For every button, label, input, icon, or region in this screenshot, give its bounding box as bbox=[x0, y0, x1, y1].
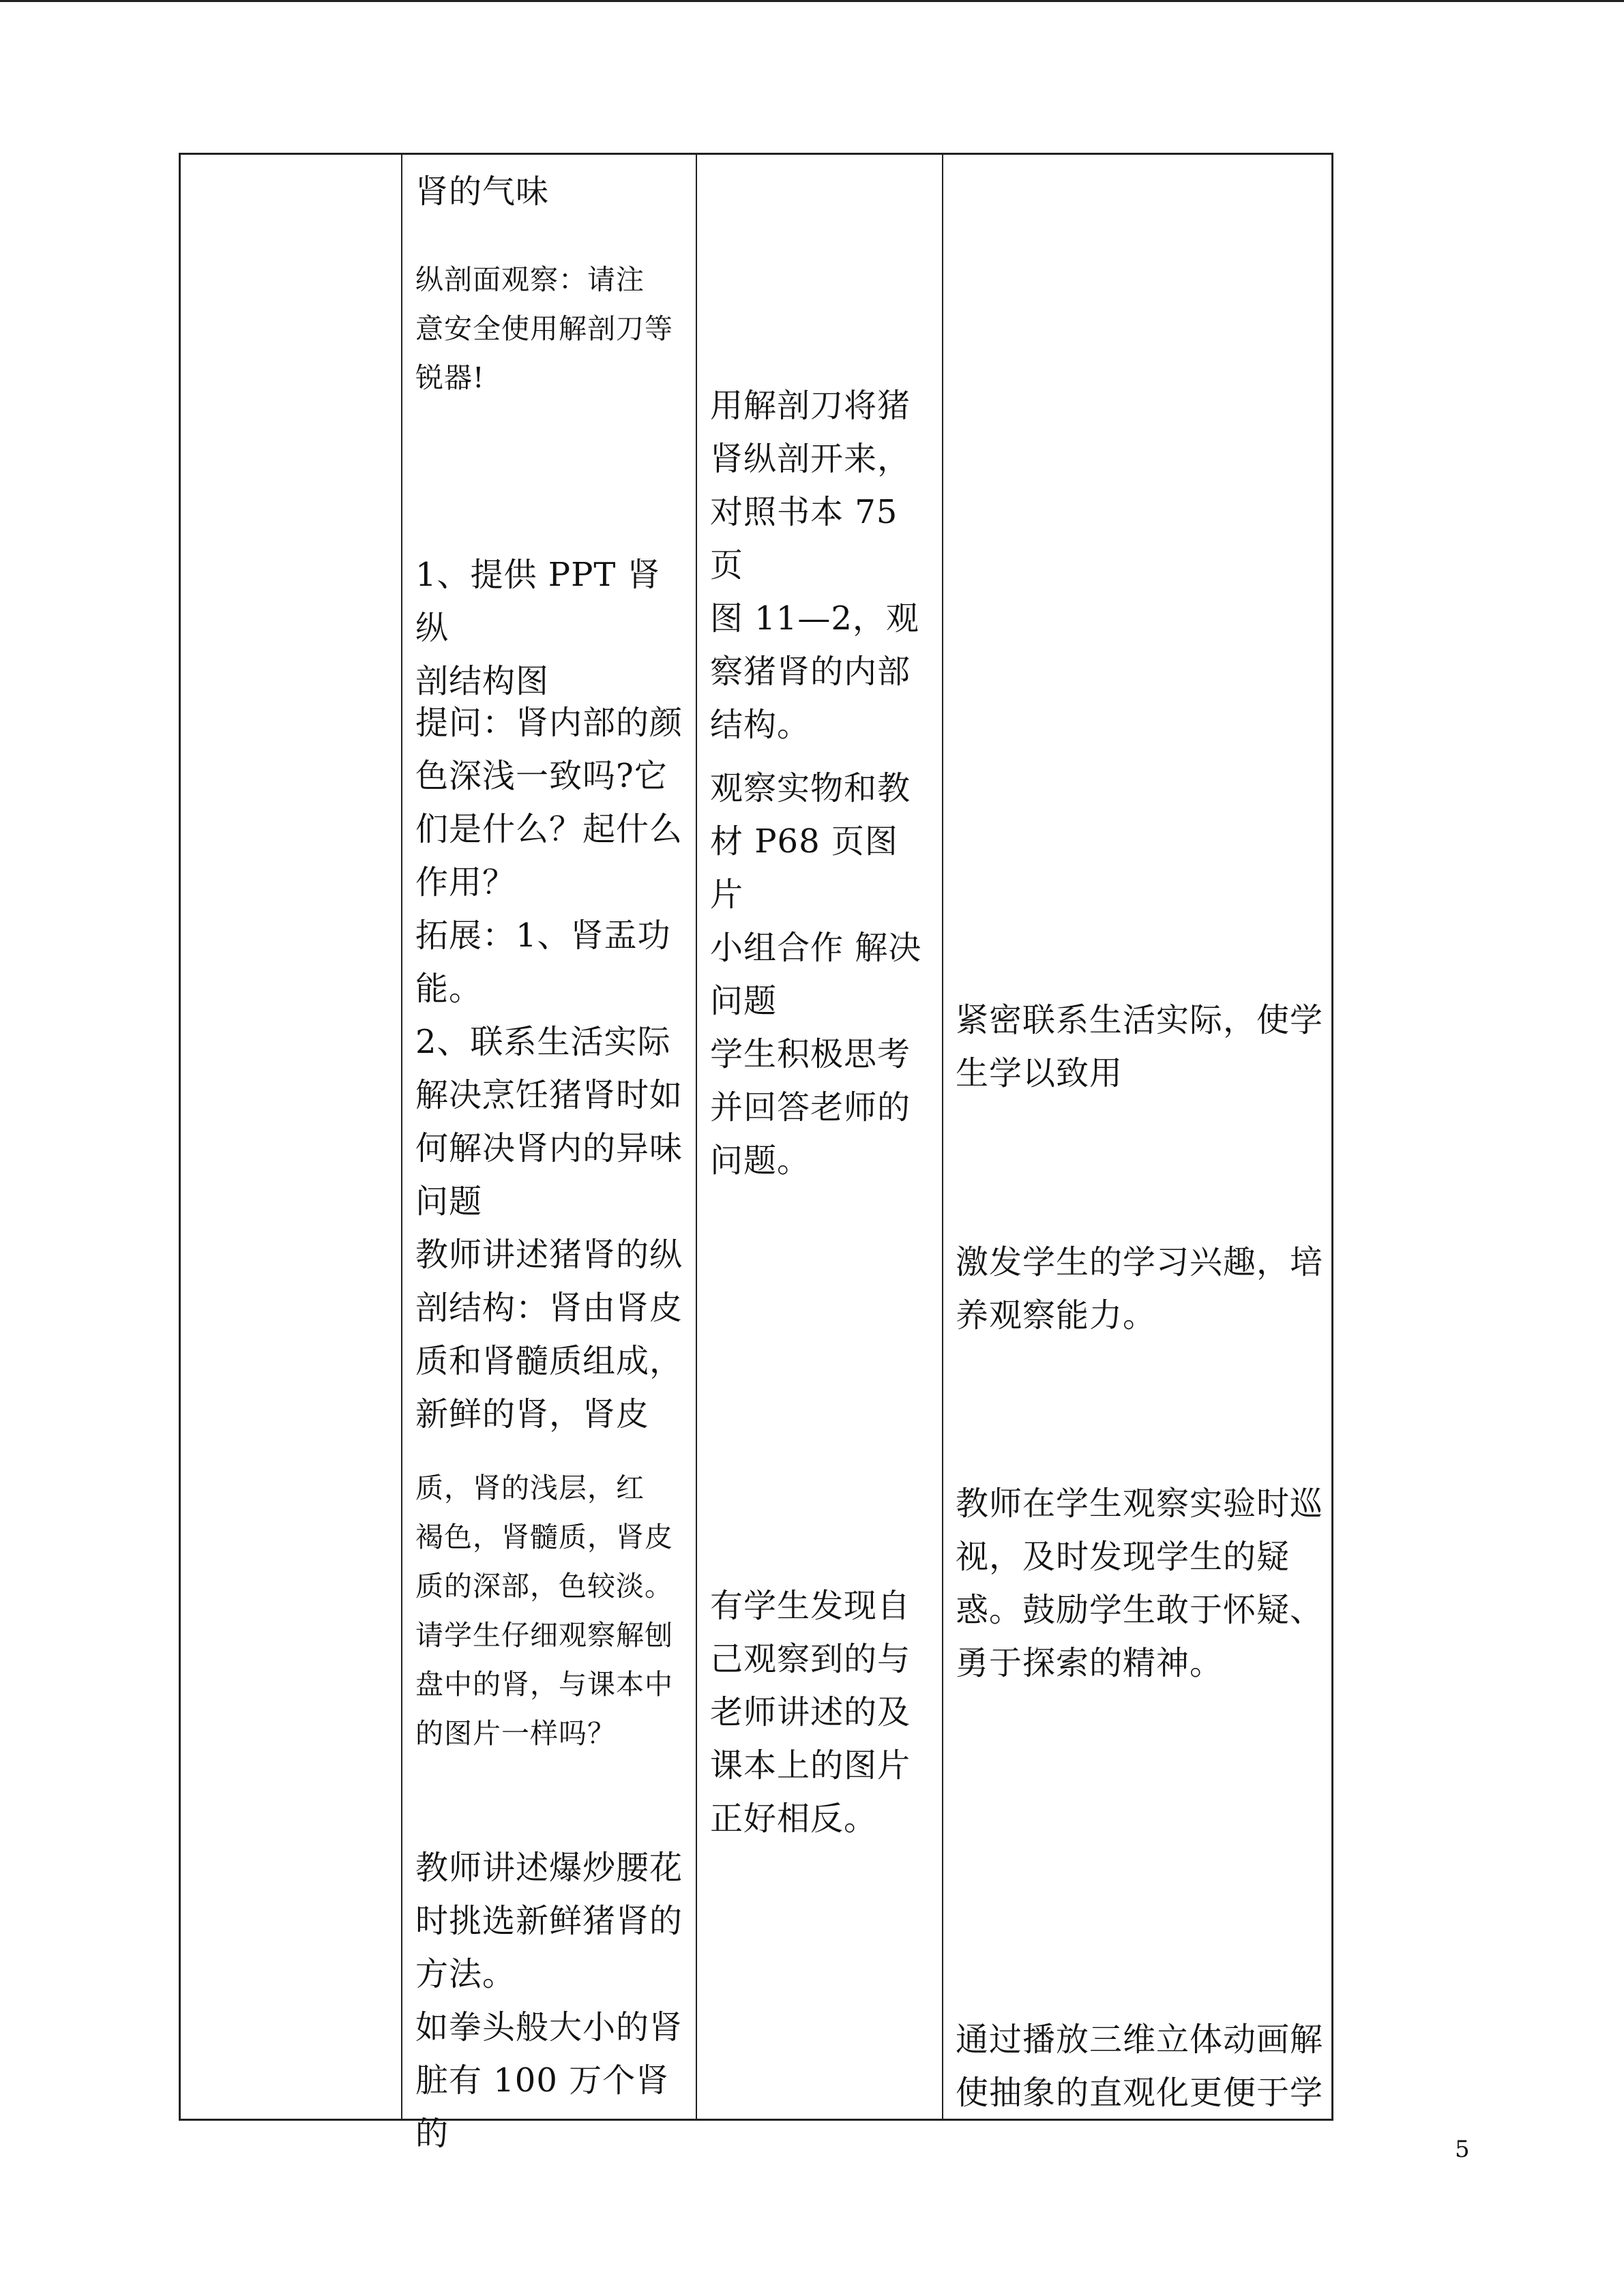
table-column-divider-3 bbox=[942, 155, 943, 2119]
teacher-activity-text-4: 提问：肾内部的颜 色深浅一致吗?它 们是什么？起什么 作用？ 拓展：1、肾盂功 能。 2、联系生活实际 解决烹饪猪肾时如 何解决肾内的异味 问题 教师讲述猪肾的纵 剖结构：肾由肾皮 质和肾髓质组成， 新鲜的肾，肾皮 bbox=[415, 704, 683, 1433]
teacher-activity-text-3: 1、提供 PPT 肾纵 剖结构图 bbox=[415, 556, 661, 700]
design-intent-text-3: 教师在学生观察实验时巡 视，及时发现学生的疑 惑。鼓励学生敢于怀疑、 勇于探索的精神。 bbox=[956, 1485, 1324, 1682]
teacher-activity-text-6: 教师讲述爆炒腰花 时挑选新鲜猪肾的 方法。 如拳头般大小的肾 脏有 100 万个肾的 bbox=[415, 1849, 683, 2153]
table-column-divider-1 bbox=[401, 155, 402, 2119]
student-activity-text-2: 观察实物和教 材 P68 页图片 小组合作 解决 问题 学生积极思考 并回答老师的 问题。 bbox=[710, 769, 922, 1180]
page-number: 5 bbox=[1455, 2136, 1470, 2163]
design-intent-text-1: 紧密联系生活实际，使学 生学以致用 bbox=[956, 1001, 1324, 1092]
design-intent-text-4: 通过播放三维立体动画解 使抽象的直观化更便于学 bbox=[956, 2021, 1324, 2112]
top-border-line bbox=[0, 0, 1624, 2]
design-intent-text-2: 激发学生的学习兴趣，培 养观察能力。 bbox=[956, 1243, 1324, 1335]
teacher-activity-text-1: 肾的气味 bbox=[415, 173, 550, 211]
table-column-divider-2 bbox=[696, 155, 697, 2119]
student-activity-text-3: 有学生发现自 己观察到的与 老师讲述的及 课本上的图片 正好相反。 bbox=[710, 1587, 911, 1838]
teacher-activity-text-5: 质，肾的浅层，红 褐色，肾髓质，肾皮 质的深部，色较淡。 请学生仔细观察解刨 盘中的肾，与课本中 的图片一样吗？ bbox=[415, 1472, 673, 1750]
teacher-activity-text-2: 纵剖面观察：请注 意安全使用解剖刀等 锐器! bbox=[415, 263, 673, 394]
student-activity-text-1: 用解剖刀将猪 肾纵剖开来， 对照书本 75 页 图 11—2，观 察猪肾的内部 结构。 bbox=[710, 387, 919, 744]
